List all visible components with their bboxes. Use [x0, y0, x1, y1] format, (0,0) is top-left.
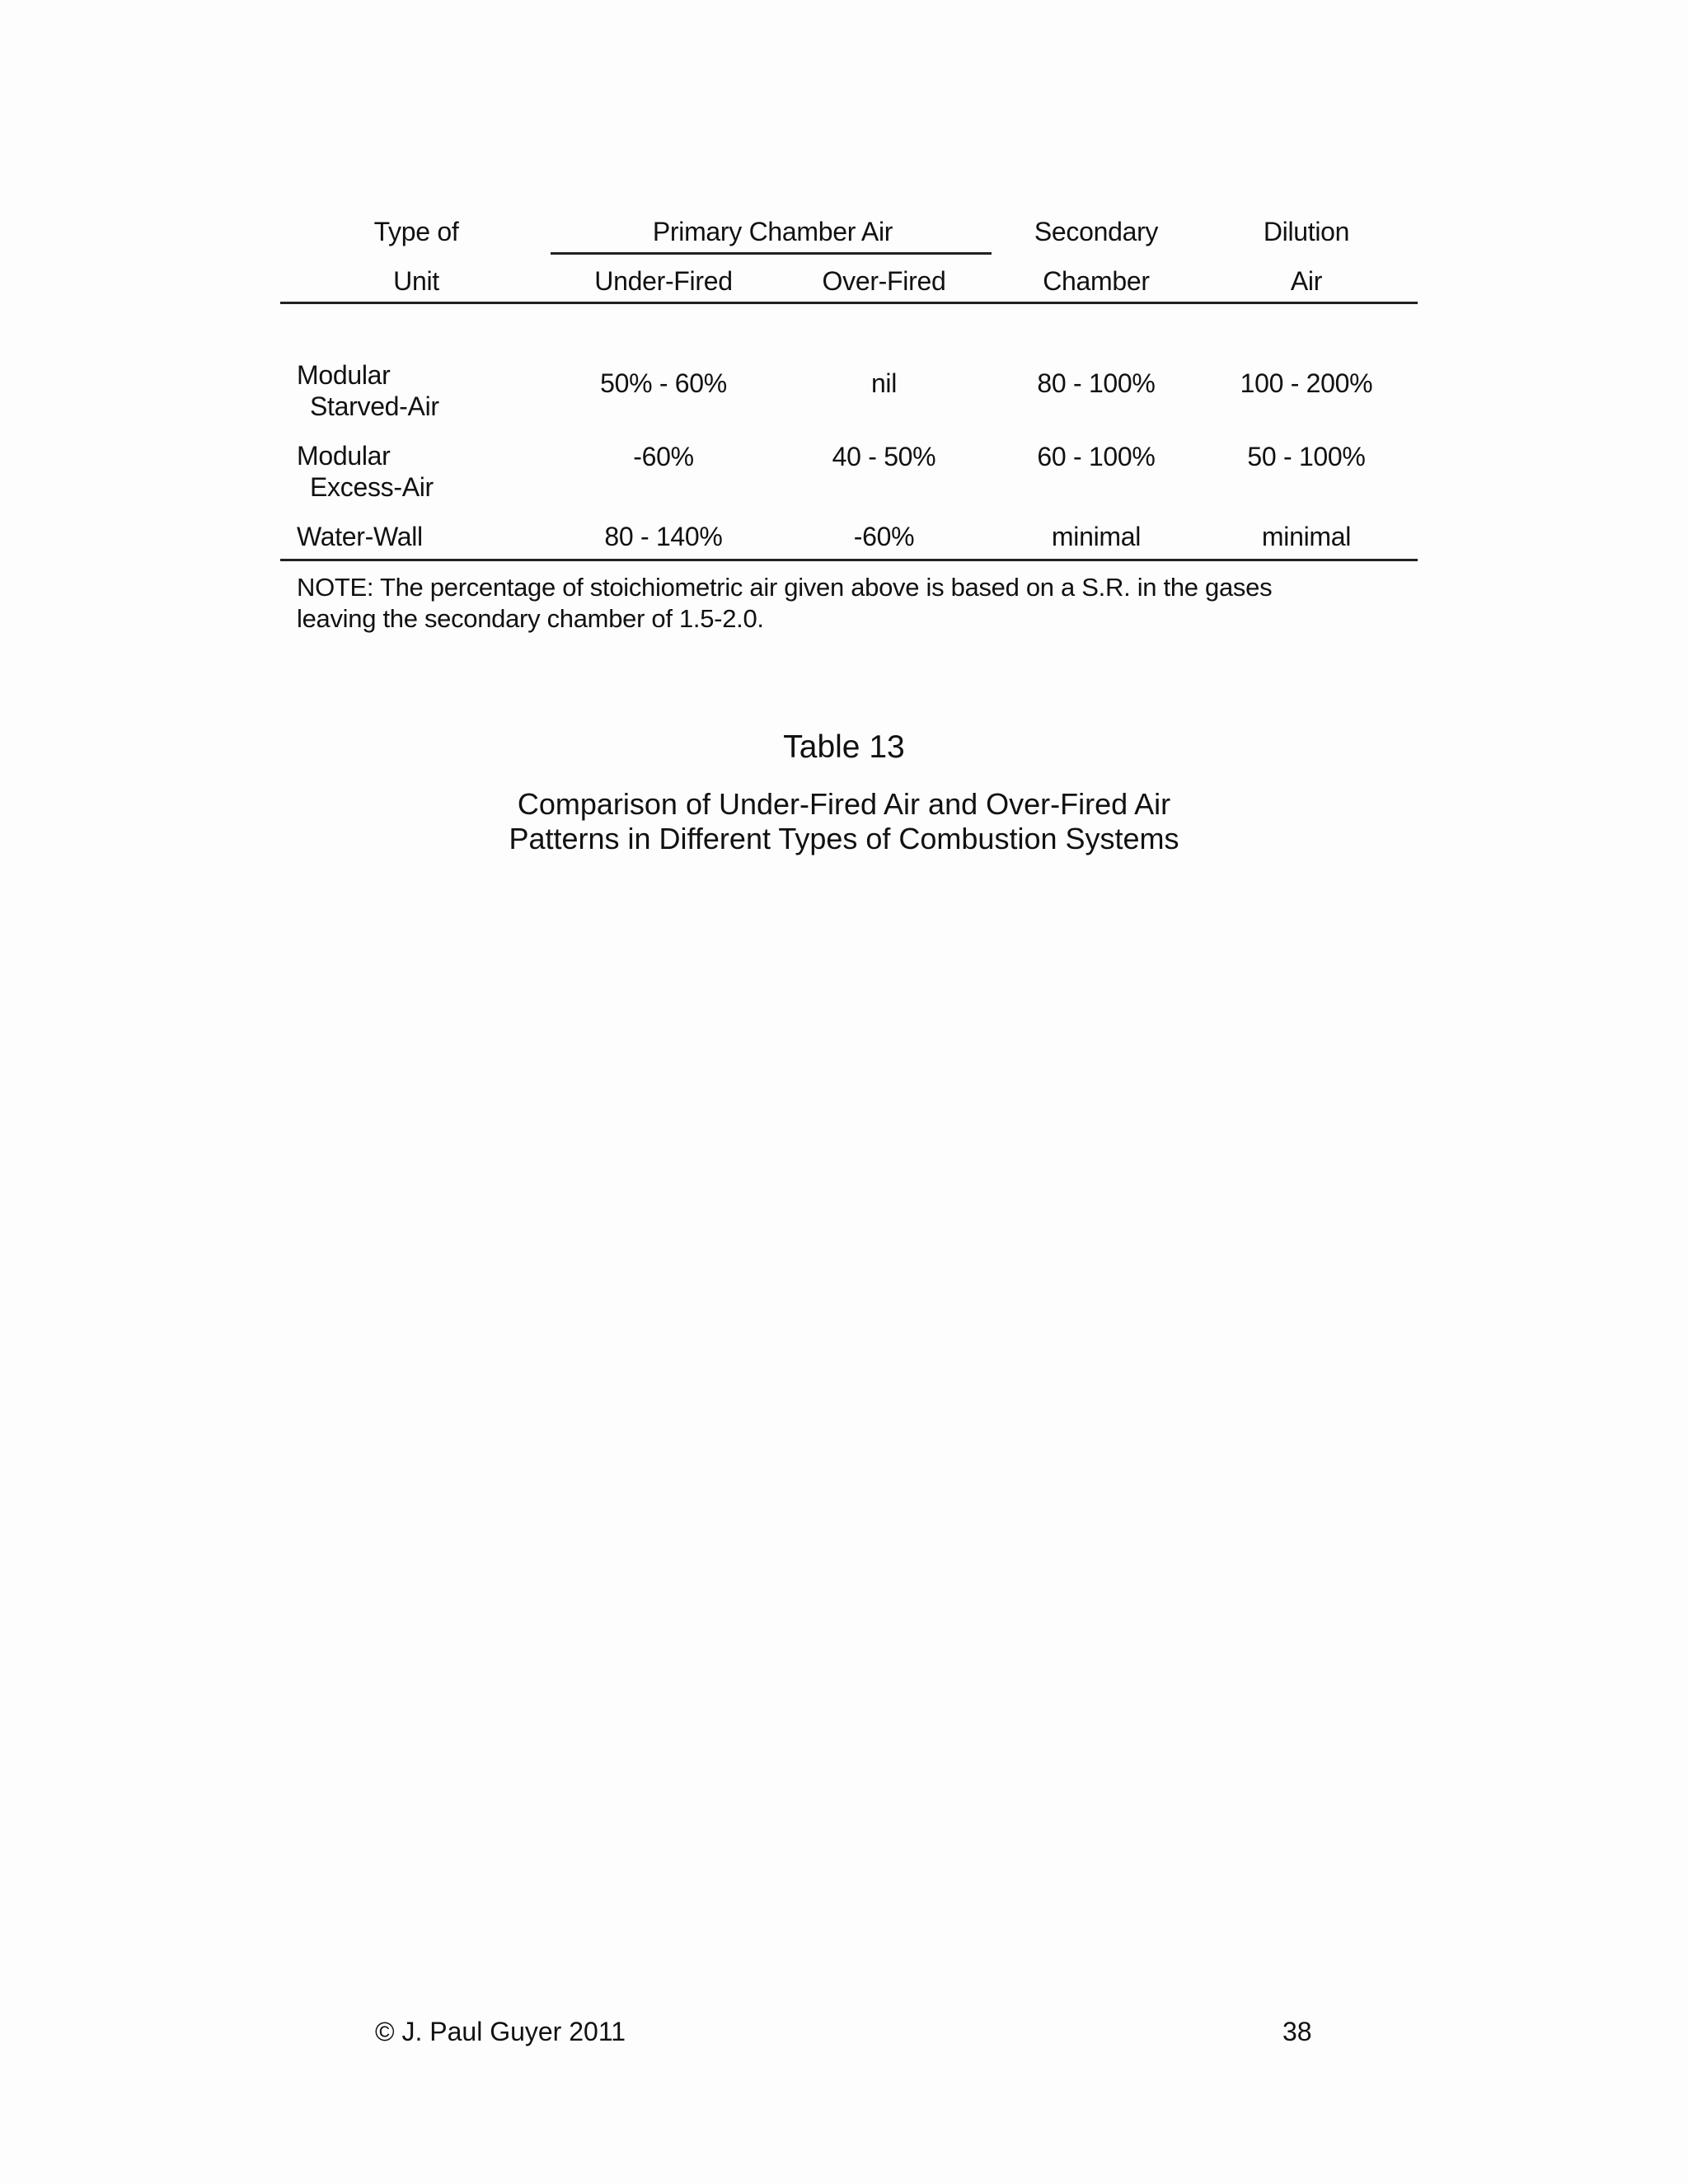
primary-group-rule	[551, 252, 992, 255]
row1-unit-line2: Starved-Air	[310, 391, 439, 421]
row1-secondary: 80 - 100%	[1037, 368, 1156, 398]
row2-unit-line1: Modular	[297, 441, 391, 471]
header-over-fired: Over-Fired	[822, 266, 946, 296]
table-note	[297, 572, 1418, 635]
row3-dilution: minimal	[1261, 522, 1352, 551]
row1-dilution: 100 - 200%	[1240, 368, 1373, 398]
footer-page-number: 38	[1282, 2017, 1312, 2046]
row1-unit-line1: Modular	[297, 360, 391, 390]
header-unit: Unit	[393, 266, 439, 296]
row2-over-fired: 40 - 50%	[832, 442, 936, 471]
row3-unit: Water-Wall	[297, 522, 423, 551]
table-note-line2: leaving the secondary chamber of 1.5-2.0.	[297, 604, 764, 633]
footer-copyright: © J. Paul Guyer 2011	[375, 2017, 626, 2046]
table-caption-title: Table 13	[783, 729, 905, 765]
header-chamber: Chamber	[1043, 266, 1150, 296]
table-bottom-rule	[280, 559, 1418, 561]
header-under-fired: Under-Fired	[594, 266, 733, 296]
row2-unit-line2: Excess-Air	[310, 472, 434, 502]
row2-secondary: 60 - 100%	[1037, 442, 1156, 471]
row3-over-fired: -60%	[853, 522, 915, 551]
row2-dilution: 50 - 100%	[1247, 442, 1366, 471]
row2-under-fired: -60%	[633, 442, 694, 471]
table-caption-line1: Comparison of Under-Fired Air and Over-Fired Air	[517, 787, 1171, 821]
header-primary-chamber-air: Primary Chamber Air	[652, 217, 893, 246]
table-note-line1: NOTE: The percentage of stoichiometric air given above is based on a S.R. in the gases	[297, 573, 1273, 602]
header-air: Air	[1290, 266, 1323, 296]
air-comparison-table	[280, 206, 1418, 651]
header-secondary: Secondary	[1034, 217, 1159, 246]
row3-under-fired: 80 - 140%	[604, 522, 723, 551]
table-caption-line2: Patterns in Different Types of Combustion Systems	[509, 822, 1179, 855]
header-type-of: Type of	[373, 217, 459, 246]
header-dilution: Dilution	[1263, 217, 1350, 246]
row3-secondary: minimal	[1051, 522, 1142, 551]
header-bottom-rule	[280, 302, 1418, 304]
row1-under-fired: 50% - 60%	[600, 368, 727, 398]
row1-over-fired: nil	[870, 368, 898, 398]
